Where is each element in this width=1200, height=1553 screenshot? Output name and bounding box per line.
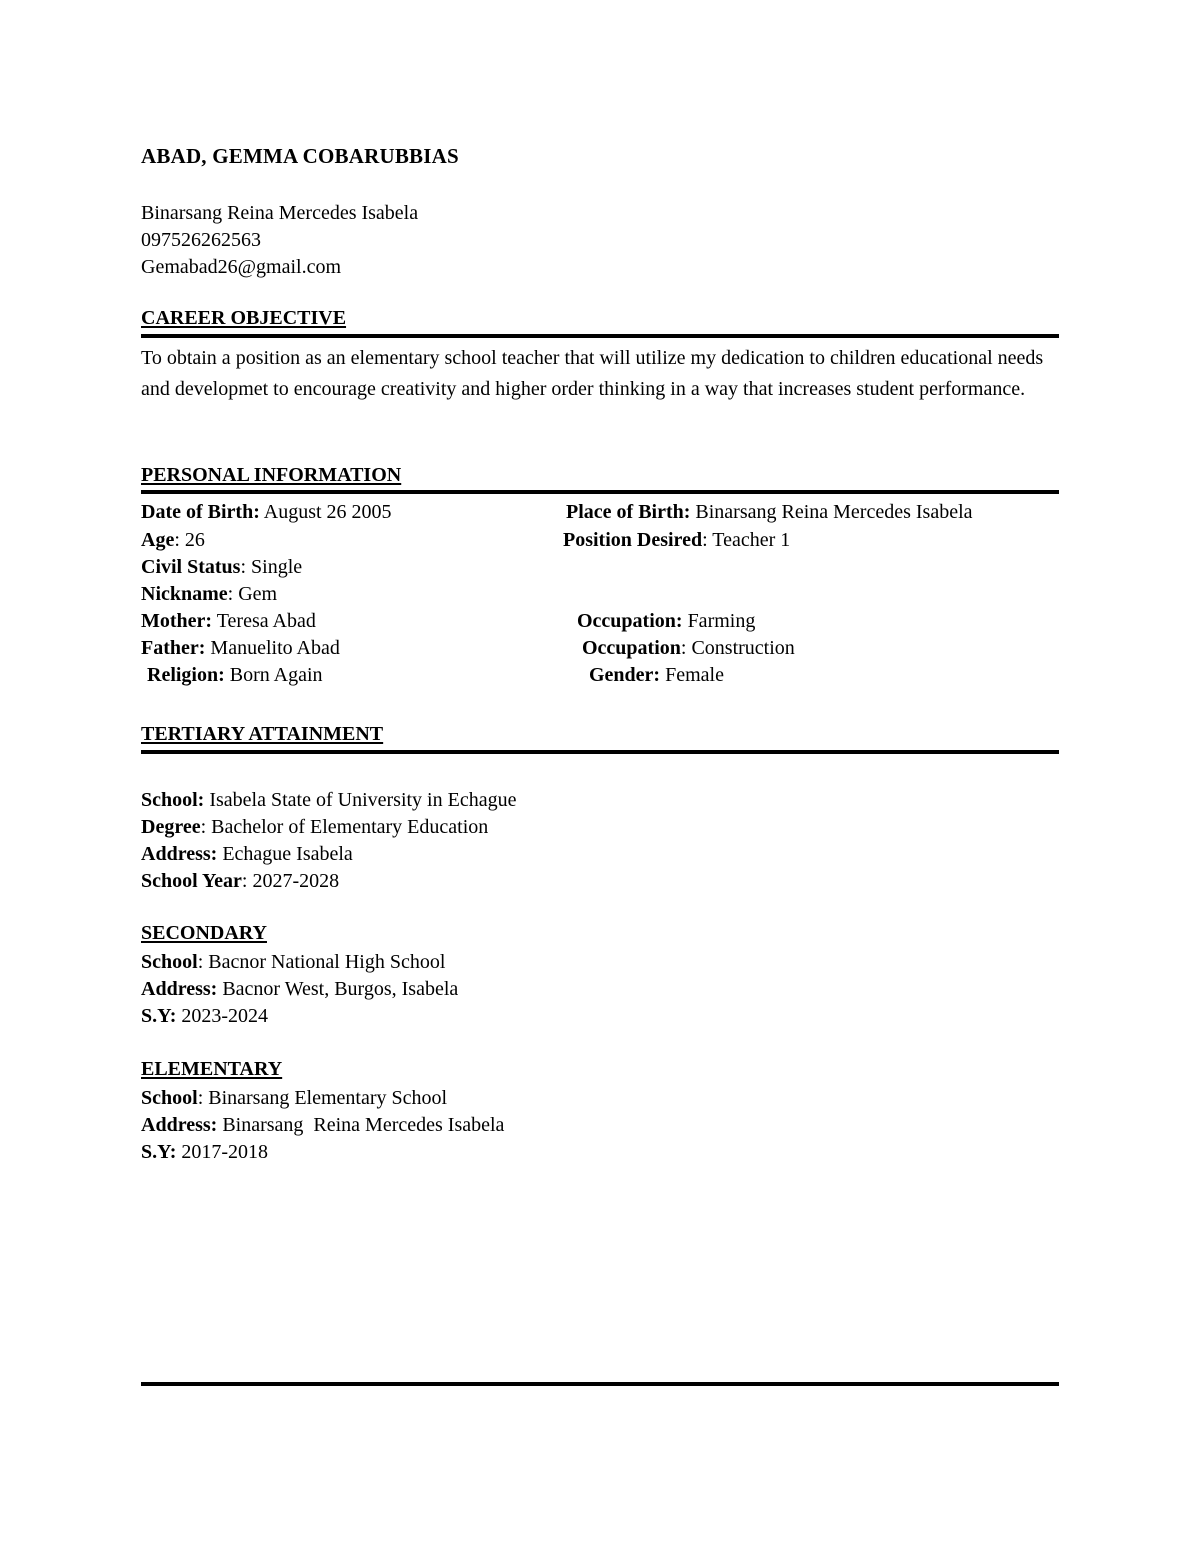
career-objective-heading: CAREER OBJECTIVE [141,307,347,329]
contact-block [141,200,418,281]
religion-label: Religion: [147,664,225,686]
contact-email: Gemabad26@gmail.com [141,256,342,278]
age-label: Age [141,529,175,551]
secondary-school [141,949,458,976]
place-of-birth-label: Place of Birth: [566,501,691,523]
tertiary-school-value: Isabela State of University in Echague [204,789,517,811]
info-row-civil-status [141,554,1059,581]
nickname-label: Nickname [141,583,228,605]
nickname [141,581,277,608]
date-of-birth [141,499,392,526]
elementary-address-value: Binarsang Reina Mercedes Isabela [217,1114,505,1136]
elementary-address-label: Address: [141,1114,218,1136]
father-occupation [582,635,795,662]
footer-rule [141,1382,1059,1386]
resume-page [141,0,1059,1553]
position-desired-value: : Teacher 1 [702,529,791,551]
tertiary-address-label: Address: [141,843,218,865]
father-label: Father: [141,637,206,659]
tertiary-address-value: Echague Isabela [217,843,353,865]
place-of-birth-value: Binarsang Reina Mercedes Isabela [690,501,973,523]
tertiary-school-year-value: : 2027-2028 [241,870,340,892]
secondary-address-value: Bacnor West, Burgos, Isabela [217,978,459,1000]
position-desired [563,527,790,554]
info-row-religion [141,662,1059,689]
tertiary-school-year-label: School Year [141,870,242,892]
father-value: Manuelito Abad [205,637,340,659]
place-of-birth [566,499,973,526]
elementary-details [141,1085,504,1166]
tertiary-degree-label: Degree [141,816,201,838]
nickname-value: : Gem [227,583,278,605]
applicant-name: ABAD, GEMMA COBARUBBIAS [141,144,459,168]
age-value: : 26 [174,529,205,551]
mother-label: Mother: [141,610,213,632]
elementary-school [141,1085,504,1112]
secondary-heading: SECONDARY [141,922,267,944]
contact-address: Binarsang Reina Mercedes Isabela [141,202,419,224]
age [141,527,205,554]
info-row-birth [141,499,1059,526]
mother-occupation [577,608,755,635]
info-row-mother [141,608,1059,635]
tertiary-degree-value: : Bachelor of Elementary Education [200,816,489,838]
secondary-school-label: School [141,951,198,973]
info-row-nickname [141,581,1059,608]
gender-label: Gender: [589,664,661,686]
info-row-age [141,527,1059,554]
civil-status-label: Civil Status [141,556,241,578]
religion [147,662,323,689]
elementary-sy-value: 2017-2018 [176,1141,269,1163]
secondary-sy-label: S.Y: [141,1005,177,1027]
secondary-address [141,976,458,1003]
date-of-birth-label: Date of Birth: [141,501,260,523]
tertiary-details [141,787,516,895]
elementary-address [141,1112,504,1139]
elementary-school-label: School [141,1087,198,1109]
elementary-school-value: : Binarsang Elementary School [197,1087,448,1109]
civil-status [141,554,302,581]
elementary-heading: ELEMENTARY [141,1058,283,1080]
mother-occupation-value: Farming [682,610,756,632]
personal-information-heading: PERSONAL INFORMATION [141,464,402,486]
tertiary-school-year [141,868,516,895]
civil-status-value: : Single [240,556,303,578]
career-objective-rule [141,334,1059,338]
personal-information-rule [141,490,1059,494]
religion-value: Born Again [224,664,323,686]
contact-phone: 097526262563 [141,229,261,251]
career-objective-text: To obtain a position as an elementary school teacher that will utilize my dedication to children educational needs and developmet to encourage creativity and higher order thinking in a way that increases student performance. [141,347,1044,400]
tertiary-school-label: School: [141,789,205,811]
secondary-address-label: Address: [141,978,218,1000]
gender-value: Female [660,664,724,686]
date-of-birth-value: August 26 2005 [259,501,392,523]
elementary-sy [141,1139,504,1166]
info-row-father [141,635,1059,662]
mother [141,608,316,635]
secondary-school-value: : Bacnor National High School [197,951,446,973]
tertiary-school [141,787,516,814]
mother-value: Teresa Abad [212,610,316,632]
position-desired-label: Position Desired [563,529,703,551]
secondary-sy [141,1003,458,1030]
tertiary-address [141,841,516,868]
secondary-sy-value: 2023-2024 [176,1005,269,1027]
father-occupation-value: : Construction [680,637,795,659]
tertiary-heading: TERTIARY ATTAINMENT [141,723,384,745]
elementary-sy-label: S.Y: [141,1141,177,1163]
father [141,635,340,662]
tertiary-rule [141,750,1059,754]
mother-occupation-label: Occupation: [577,610,683,632]
gender [589,662,724,689]
secondary-details [141,949,458,1030]
father-occupation-label: Occupation [582,637,681,659]
tertiary-degree [141,814,516,841]
